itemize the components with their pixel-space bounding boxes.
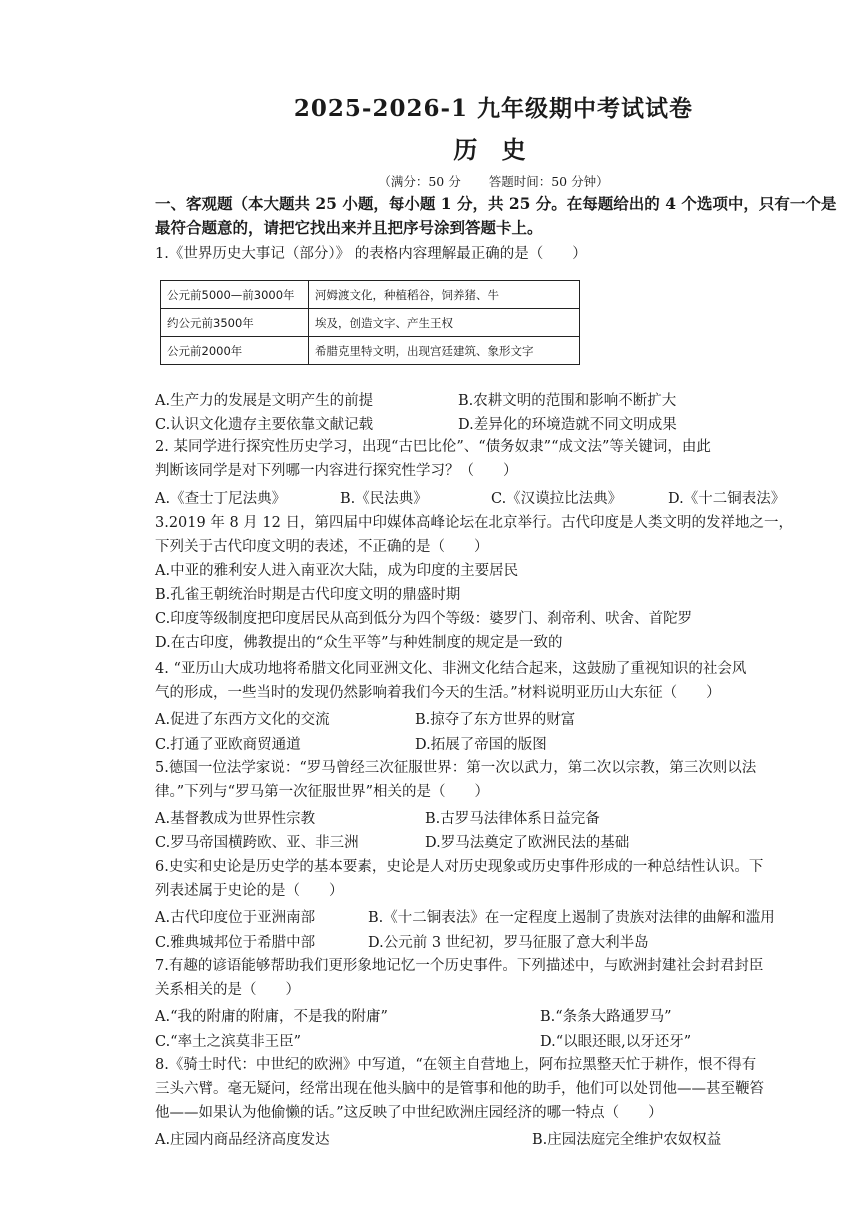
table-cell-period: 公元前5000—前3000年 — [161, 281, 309, 309]
q6-option-b: B.《十二铜表法》在一定程度上遏制了贵族对法律的曲解和滥用 — [368, 910, 775, 926]
q2-option-a: A.《查士丁尼法典》 — [155, 491, 287, 507]
exam-meta — [0, 172, 867, 190]
q1-option-b: B.农耕文明的范围和影响不断扩大 — [458, 393, 677, 409]
q1-option-a: A.生产力的发展是文明产生的前提 — [155, 393, 374, 409]
q1-stem: 1.《世界历史大事记（部分）》 的表格内容理解最正确的是（ ） — [155, 246, 587, 262]
q2-option-b: B.《民法典》 — [340, 491, 428, 507]
q7-option-a: A.“我的附庸的附庸，不是我的附庸” — [155, 1009, 388, 1025]
table-row — [161, 309, 580, 337]
full-score: （满分：50 分 — [378, 174, 461, 189]
q3-option-a: A.中亚的雅利安人进入南亚次大陆，成为印度的主要居民 — [155, 563, 519, 579]
q2-option-d: D.《十二铜表法》 — [668, 491, 786, 507]
q8-option-b: B.庄园法庭完全维护农奴权益 — [532, 1132, 722, 1148]
q3-option-d: D.在古印度，佛教提出的“众生平等”与种姓制度的规定是一致的 — [155, 635, 563, 651]
q5-option-c: C.罗马帝国横跨欧、亚、非三洲 — [155, 835, 359, 851]
q6-stem-line1: 6.史实和史论是历史学的基本要素，史论是人对历史现象或历史事件形成的一种总结性认识。下 — [155, 859, 764, 875]
q6-option-a: A.古代印度位于亚洲南部 — [155, 910, 316, 926]
q5-option-d: D.罗马法奠定了欧洲民法的基础 — [425, 835, 630, 851]
q3-option-c: C.印度等级制度把印度居民从高到低分为四个等级：婆罗门、刹帝利、吠舍、首陀罗 — [155, 611, 693, 627]
table-cell-event: 河姆渡文化，种植稻谷，饲养猪、牛 — [309, 281, 580, 309]
table-cell-period: 公元前2000年 — [161, 337, 309, 365]
q4-option-b: B.掠夺了东方世界的财富 — [415, 712, 576, 728]
exam-title: 2025-2026-1 九年级期中考试试卷 — [293, 95, 694, 122]
table-cell-period: 约公元前3500年 — [161, 309, 309, 337]
q4-option-c: C.打通了亚欧商贸通道 — [155, 737, 301, 753]
table-row — [161, 337, 580, 365]
q8-stem-line3: 他——如果认为他偷懒的话。”这反映了中世纪欧洲庄园经济的哪一特点（ ） — [155, 1105, 663, 1121]
q8-stem-line2: 三头六臂。毫无疑问，经常出现在他头脑中的是管事和他的助手，他们可以处罚他——甚至鞭笞 — [155, 1081, 764, 1097]
q3-stem-line1: 3.2019 年 8 月 12 日，第四届中印媒体高峰论坛在北京举行。古代印度是人类文明的发祥地之一， — [155, 515, 793, 531]
q2-stem-line1: 2. 某同学进行探究性历史学习，出现“古巴比伦”、“债务奴隶”“成文法”等关键词，由此 — [155, 439, 711, 455]
q1-events-table — [160, 280, 580, 365]
q4-option-d: D.拓展了帝国的版图 — [415, 737, 547, 753]
q5-stem-line2: 律。”下列与“罗马第一次征服世界”相关的是（ ） — [155, 784, 489, 800]
q2-stem-line2: 判断该同学是对下列哪一内容进行探究性学习？（ ） — [155, 463, 518, 479]
q3-stem-line2: 下列关于古代印度文明的表述，不正确的是（ ） — [155, 539, 489, 555]
q6-option-d: D.公元前 3 世纪初，罗马征服了意大利半岛 — [368, 935, 649, 951]
section-heading-line2: 最符合题意的，请把它找出来并且把序号涂到答题卡上。 — [155, 218, 543, 237]
answer-time: 答题时间：50 分钟） — [488, 174, 609, 189]
q7-option-d: D.“以眼还眼,以牙还牙” — [540, 1034, 692, 1050]
q1-option-d: D.差异化的环境造就不同文明成果 — [458, 417, 677, 433]
q8-stem-line1: 8.《骑士时代：中世纪的欧洲》中写道，“在领主自营地上，阿布拉黑整天忙于耕作，恨不得有 — [155, 1057, 757, 1073]
q5-option-a: A.基督教成为世界性宗教 — [155, 811, 316, 827]
q4-option-a: A.促进了东西方文化的交流 — [155, 712, 330, 728]
exam-subject: 历 史 — [453, 135, 534, 164]
q6-stem-line2: 列表述属于史论的是（ ） — [155, 883, 344, 899]
section-heading-line1: 一、客观题（本大题共 25 小题，每小题 1 分，共 25 分。在每题给出的 4 个选项中，只有一个是 — [155, 194, 837, 213]
q8-option-a: A.庄园内商品经济高度发达 — [155, 1132, 330, 1148]
q7-stem-line1: 7.有趣的谚语能够帮助我们更形象地记忆一个历史事件。下列描述中，与欧洲封建社会封君封臣 — [155, 958, 764, 974]
q1-option-c: C.认识文化遗存主要依靠文献记载 — [155, 417, 374, 433]
q5-stem-line1: 5.德国一位法学家说：“罗马曾经三次征服世界：第一次以武力，第二次以宗教，第三次则以法 — [155, 760, 757, 776]
q3-option-b: B.孔雀王朝统治时期是古代印度文明的鼎盛时期 — [155, 587, 461, 603]
q7-option-c: C.“率土之滨莫非王臣” — [155, 1034, 302, 1050]
table-cell-event: 埃及，创造文字、产生王权 — [309, 309, 580, 337]
q4-stem-line1: 4. “亚历山大成功地将希腊文化同亚洲文化、非洲文化结合起来，这鼓励了重视知识的社会风 — [155, 661, 747, 677]
table-cell-event: 希腊克里特文明，出现宫廷建筑、象形文字 — [309, 337, 580, 365]
q6-option-c: C.雅典城邦位于希腊中部 — [155, 935, 316, 951]
q2-option-c: C.《汉谟拉比法典》 — [491, 491, 623, 507]
table-row — [161, 281, 580, 309]
q7-option-b: B.“条条大路通罗马” — [540, 1009, 672, 1025]
q5-option-b: B.古罗马法律体系日益完备 — [425, 811, 600, 827]
q7-stem-line2: 关系相关的是（ ） — [155, 982, 300, 998]
q4-stem-line2: 气的形成，一些当时的发现仍然影响着我们今天的生活。”材料说明亚历山大东征（ ） — [155, 685, 721, 701]
